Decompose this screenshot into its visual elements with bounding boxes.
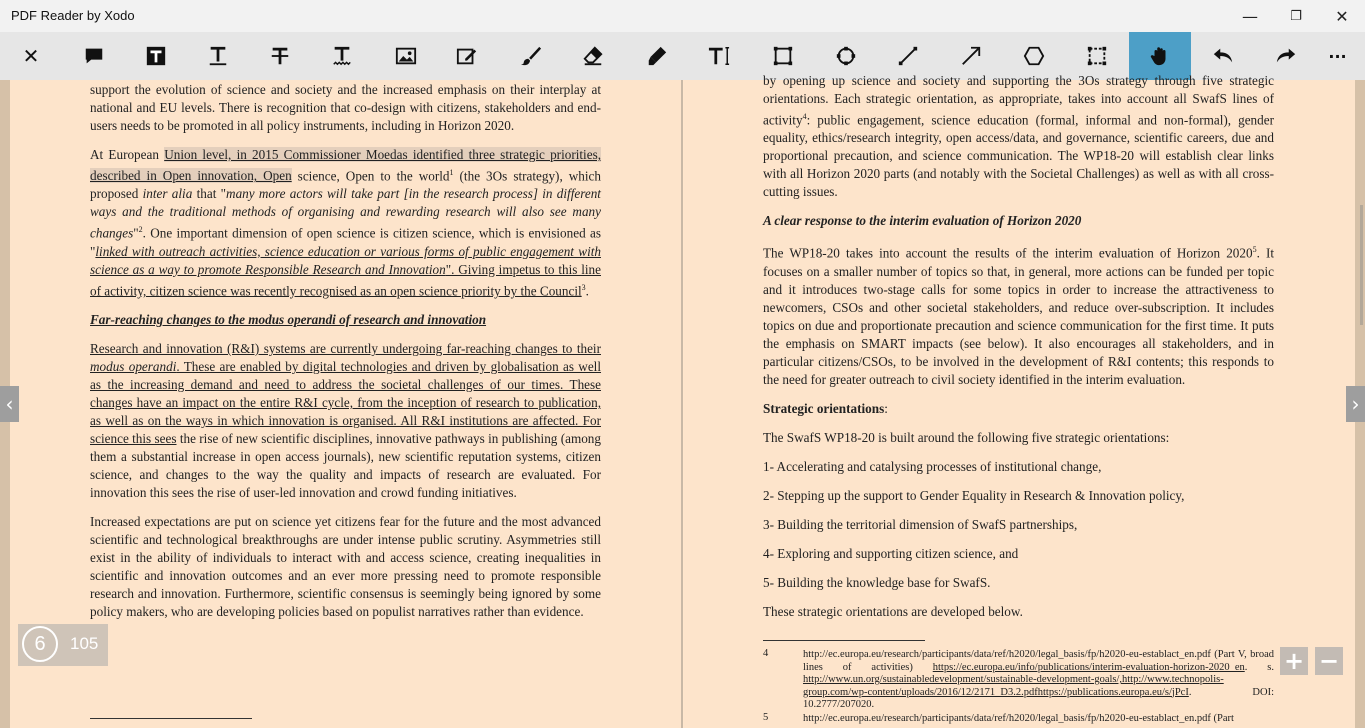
title-bar: [0, 0, 1365, 32]
left-paragraph-4: Increased expectations are put on science yet citizens fear for the future and the most advanced scientific and technological breakthroughs are under intense public scrutiny. Asymmetries still exist in the ability of individuals to interact with and access science, creating inequalities in scientific and innovation outcomes and an ever more pressing need to promote responsible research and innovation. Furthermore, scientific consensus is seemingly being ignored by some policy makers, who are developing policies based on populist narratives rather than evidence.: [90, 514, 601, 620]
strategic-item-2: 2- Stepping up the support to Gender Equality in Research & Innovation policy,: [763, 487, 1185, 503]
strategic-item-1: 1- Accelerating and catalysing processes of institutional change,: [763, 458, 1102, 474]
underlined-italic[interactable]: modus operandi: [90, 359, 177, 375]
text-run: that ": [192, 186, 227, 202]
underlined-text[interactable]: ". Giving impetus to this line of activity, citizen science was recently recognised as an open science priority by the Council: [90, 261, 601, 299]
text-run: science, Open to the world: [291, 168, 450, 184]
strategic-heading-colon: :: [884, 400, 888, 416]
free-highlighter-tool[interactable]: [626, 32, 688, 80]
italic-quote: many more actors will take part [in the research process] in different ways and the traditional methods of organising and rewarding research will also see many changes: [90, 186, 601, 241]
speech-bubble-icon: [83, 45, 105, 67]
eraser-icon: [582, 45, 604, 67]
footnote-4-number: 4: [763, 648, 769, 659]
footnote-5-number: 5: [763, 712, 769, 723]
text-run: the rise of new scientific disciplines, innovative pathways in publishing (among them a substantial increase in open access journals), new scientific reputation systems, citizen science, and changes to the way the quality and impacts of research are evaluated. For innovation this sees the rise of user-led innovation and crowd funding initiatives.: [90, 431, 601, 501]
dashed-rectangle-icon: [1086, 45, 1108, 67]
polygon-icon: [1023, 45, 1045, 67]
footnote-text: . DOI: 10.2777/207020.: [803, 686, 1274, 710]
left-footnote-rule: [90, 718, 252, 719]
footnote-ref-3[interactable]: 3: [581, 282, 586, 292]
minimize-button[interactable]: —: [1242, 6, 1258, 26]
right-paragraph-1: [763, 241, 1274, 388]
text-run: . It focuses on a smaller number of topics so that, in general, more actions can be funded per topic and it introduces two-stage calls for some topics in order to increase the attractiveness to newcomers, CSOs and other societal stakeholders, and reduce over-subscription. It includes topics on due and proportionate precaution and science communication for the first time. It puts the emphasis on SMART impacts (see below). It also encourages all stakeholders, and in particular citizens/CSOs, to be involved in the development of R&I contents; this responds to the need for greater outreach to civil society identified in the interim evaluation.: [763, 245, 1275, 387]
highlight-text-icon: [145, 45, 167, 67]
hand-icon: [1149, 45, 1171, 67]
brush-icon: [520, 45, 542, 67]
zoom-out-button[interactable]: −: [1315, 647, 1343, 675]
highlight-tool[interactable]: [125, 32, 187, 80]
ink-tool[interactable]: [500, 32, 562, 80]
left-paragraph-1: support the evolution of science and society and the increased emphasis on their interplay at national and EU levels. There is recognition that co-design with citizens, stakeholders and end-users needs to be promoted in all policy instruments, including in Horizon 2020.: [90, 82, 601, 133]
left-paragraph-3: [90, 340, 601, 502]
arrow-icon: [960, 45, 982, 67]
more-options-button[interactable]: ···: [1328, 46, 1347, 66]
footnote-text: http://ec.europa.eu/research/participants/data/ref/h2020/legal_basis/fp/h2020-eu-establact_en.pdf (Part V, broad lines of activities): [803, 649, 1274, 673]
text-run: by opening up science and society and supporting the 3Os strategy through five strategic orientations. Each strategic orientation, as appropriate, takes into account all SwafS lines of activity: [763, 73, 1274, 128]
text-run: : public engagement, science education (formal, informal and non-formal), gender equality, ethics/research integrity, open access/data, and governance, scientific careers, due and proportional precaution, and science communication. The WP18-20 will establish clear links with all Horizon 2020 parts (and notably with the Societal Challenges) as well as with all cross-cutting issues.: [763, 112, 1274, 200]
right-paragraph-0: [763, 72, 1274, 201]
line-icon: [897, 45, 919, 67]
eraser-tool[interactable]: [562, 32, 624, 80]
signature-icon: [456, 45, 478, 67]
footnote-link[interactable]: http://www.un.org/sustainabledevelopment/sustainable-development-goals/,http://www.technopolis-group.com/wp-content/uploads/2016/12/2171_D3.2.pdfhttps://publications.europa.eu/s/jPcI: [803, 674, 1224, 698]
footnote-ref-2[interactable]: 2: [138, 225, 143, 235]
left-paragraph-2: [90, 146, 601, 300]
rectangle-icon: [772, 45, 794, 67]
strategic-item-5: 5- Building the knowledge base for SwafS.: [763, 574, 991, 590]
next-page-button[interactable]: ›: [1346, 386, 1365, 422]
marker-icon: [646, 45, 668, 67]
comment-tool[interactable]: [63, 32, 125, 80]
text-run: The WP18-20 takes into account the results of the interim evaluation of Horizon 2020: [763, 245, 1253, 261]
page-divider: [681, 80, 683, 728]
right-section-heading: A clear response to the interim evaluation of Horizon 2020: [763, 213, 1082, 229]
highlighted-text[interactable]: Union level, in 2015 Commissioner Moedas identified three strategic priorities, described in Open innovation, Open: [90, 147, 602, 184]
footnote-ref-1[interactable]: 1: [449, 168, 454, 177]
footnote-link[interactable]: https://ec.europa.eu/info/publications/interim-evaluation-horizon-2020_en: [932, 661, 1245, 673]
underlined-text[interactable]: . These are enabled by digital technologies and driven by globalisation as well as the increasing demand and need to address the societal challenges of our times. These changes have an impact on the entire R&I cycle, from the inception of research to publication, as well as on the ways in which innovation is organised. All R&I institutions are affected. For science this sees: [90, 359, 602, 447]
text-run: At European: [90, 147, 165, 162]
page-indicator[interactable]: [18, 624, 108, 666]
left-page-text: [90, 81, 601, 632]
strategic-item-3: 3- Building the territorial dimension of SwafS partnerships,: [763, 516, 1078, 532]
circle-icon: [835, 45, 857, 67]
text-run: ": [133, 225, 139, 241]
underlined-text[interactable]: Research and innovation (R&I) systems are currently undergoing far-reaching changes to their: [90, 341, 601, 357]
zoom-in-button[interactable]: +: [1280, 647, 1308, 675]
strikeout-tool[interactable]: [249, 32, 311, 80]
signature-tool[interactable]: [436, 32, 498, 80]
strategic-heading-text: Strategic orientations: [763, 400, 885, 416]
vertical-scrollbar[interactable]: [1360, 205, 1363, 325]
footnote-4: [803, 649, 1274, 712]
image-icon: [395, 45, 417, 67]
underlined-quote[interactable]: linked with outreach activities, science education or various forms of public engagement with science as a way to promote Responsible Research and Innovation: [90, 243, 601, 277]
footnote-5: http://ec.europa.eu/research/participants/data/ref/h2020/legal_basis/fp/h2020-eu-establact_en.pdf (Part: [803, 713, 1234, 724]
restore-button[interactable]: ❐: [1290, 8, 1302, 24]
text-run: . One important dimension of open science is citizen science, which is envisioned as ": [90, 225, 601, 259]
strategic-item-4: 4- Exploring and supporting citizen science, and: [763, 545, 1019, 561]
text-run: .: [585, 283, 589, 299]
squiggly-tool[interactable]: [311, 32, 373, 80]
text-cursor-icon: [708, 45, 730, 67]
strategic-closing: These strategic orientations are developed below.: [763, 603, 1023, 619]
right-page-text: [763, 72, 1274, 632]
image-tool[interactable]: [375, 32, 437, 80]
close-toolbar-button[interactable]: ✕: [22, 44, 40, 68]
italic-text: inter alia: [142, 186, 193, 202]
text-run: (the 3Os strategy), which proposed: [90, 168, 601, 202]
undo-icon: [1212, 45, 1234, 67]
strategic-intro: The SwafS WP18-20 is built around the following five strategic orientations:: [763, 429, 1170, 445]
right-footnote-rule: [763, 640, 925, 641]
underline-text-icon: [207, 45, 229, 67]
underline-tool[interactable]: [187, 32, 249, 80]
squiggly-text-icon: [331, 45, 353, 67]
free-text-tool[interactable]: [688, 32, 750, 80]
left-section-heading: Far-reaching changes to the modus operandi of research and innovation: [90, 312, 487, 328]
strikeout-text-icon: [269, 45, 291, 67]
previous-page-button[interactable]: ‹: [0, 386, 19, 422]
app-title: PDF Reader by Xodo: [11, 8, 135, 23]
current-page-number[interactable]: 6: [22, 626, 58, 662]
footnote-ref-5[interactable]: 5: [1252, 245, 1257, 255]
footnote-text: . s.: [1244, 661, 1274, 673]
total-pages: 105: [70, 634, 99, 653]
strategic-heading: [763, 400, 1274, 418]
footnote-ref-4[interactable]: 4: [802, 112, 807, 121]
window-close-button[interactable]: ✕: [1335, 6, 1349, 26]
redo-icon: [1275, 45, 1297, 67]
